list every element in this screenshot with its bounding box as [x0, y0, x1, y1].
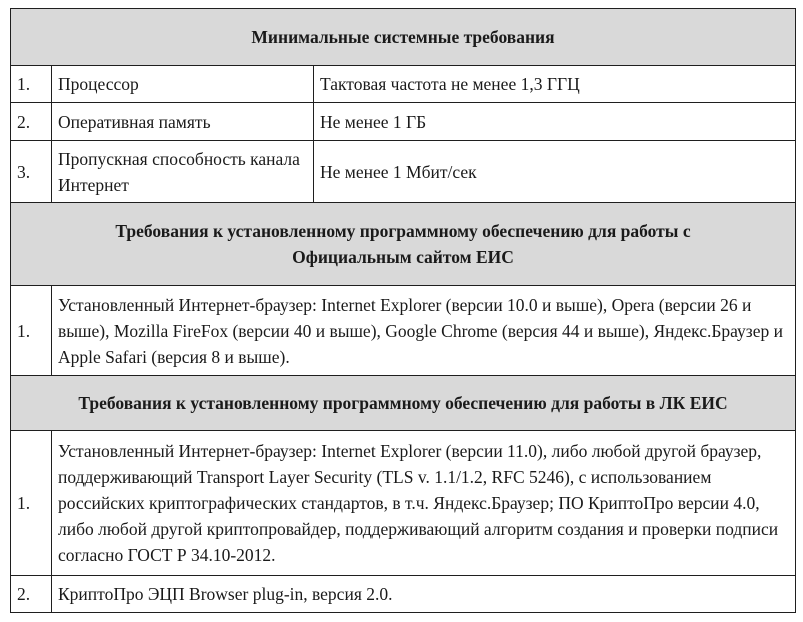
requirement-name: Процессор: [52, 66, 314, 103]
requirement-value: Тактовая частота не менее 1,3 ГГЦ: [314, 66, 796, 103]
row-number: 1.: [11, 431, 52, 576]
requirement-text: КриптоПро ЭЦП Browser plug-in, версия 2.0.: [52, 576, 796, 613]
section-header-row: [11, 376, 796, 431]
row-number: 2.: [11, 103, 52, 141]
table-row: [11, 66, 796, 103]
table-row: [11, 103, 796, 141]
section-title-minimum-requirements: Минимальные системные требования: [11, 9, 796, 66]
table-row: [11, 286, 796, 376]
row-number: 1.: [11, 286, 52, 376]
section-title-lk-eis: Требования к установленному программному обеспечению для работы в ЛК ЕИС: [11, 376, 796, 431]
requirement-name: Пропускная способность канала Интернет: [52, 141, 314, 203]
table-row: [11, 576, 796, 613]
requirement-value: Не менее 1 ГБ: [314, 103, 796, 141]
section-header-row: [11, 203, 796, 286]
requirement-name: Оперативная память: [52, 103, 314, 141]
row-number: 2.: [11, 576, 52, 613]
row-number: 3.: [11, 141, 52, 203]
table-row: [11, 141, 796, 203]
requirement-text: Установленный Интернет-браузер: Internet Explorer (версии 10.0 и выше), Opera (версии 26 и выше), Mozilla FireFox (версии 40 и выше), Google Chrome (версия 44 и выше), Яндекс.Браузер и Apple Safari (версия 8 и выше).: [52, 286, 796, 376]
row-number: 1.: [11, 66, 52, 103]
section-header-row: [11, 9, 796, 66]
requirement-text: Установленный Интернет-браузер: Internet Explorer (версии 11.0), либо любой другой браузер, поддерживающий Transport Layer Security (TLS v. 1.1/1.2, RFC 5246), с использованием российских криптографических стандартов, в т.ч. Яндекс.Браузер; ПО КриптоПро версии 4.0, либо любой другой криптопровайдер, поддерживающий алгоритм создания и проверки подписи согласно ГОСТ Р 34.10-2012.: [52, 431, 796, 576]
section-title-official-site: Требования к установленному программному обеспечению для работы с Официальным сайтом ЕИС: [11, 203, 796, 286]
requirements-table: [10, 8, 796, 613]
requirement-value: Не менее 1 Мбит/сек: [314, 141, 796, 203]
table-row: [11, 431, 796, 576]
